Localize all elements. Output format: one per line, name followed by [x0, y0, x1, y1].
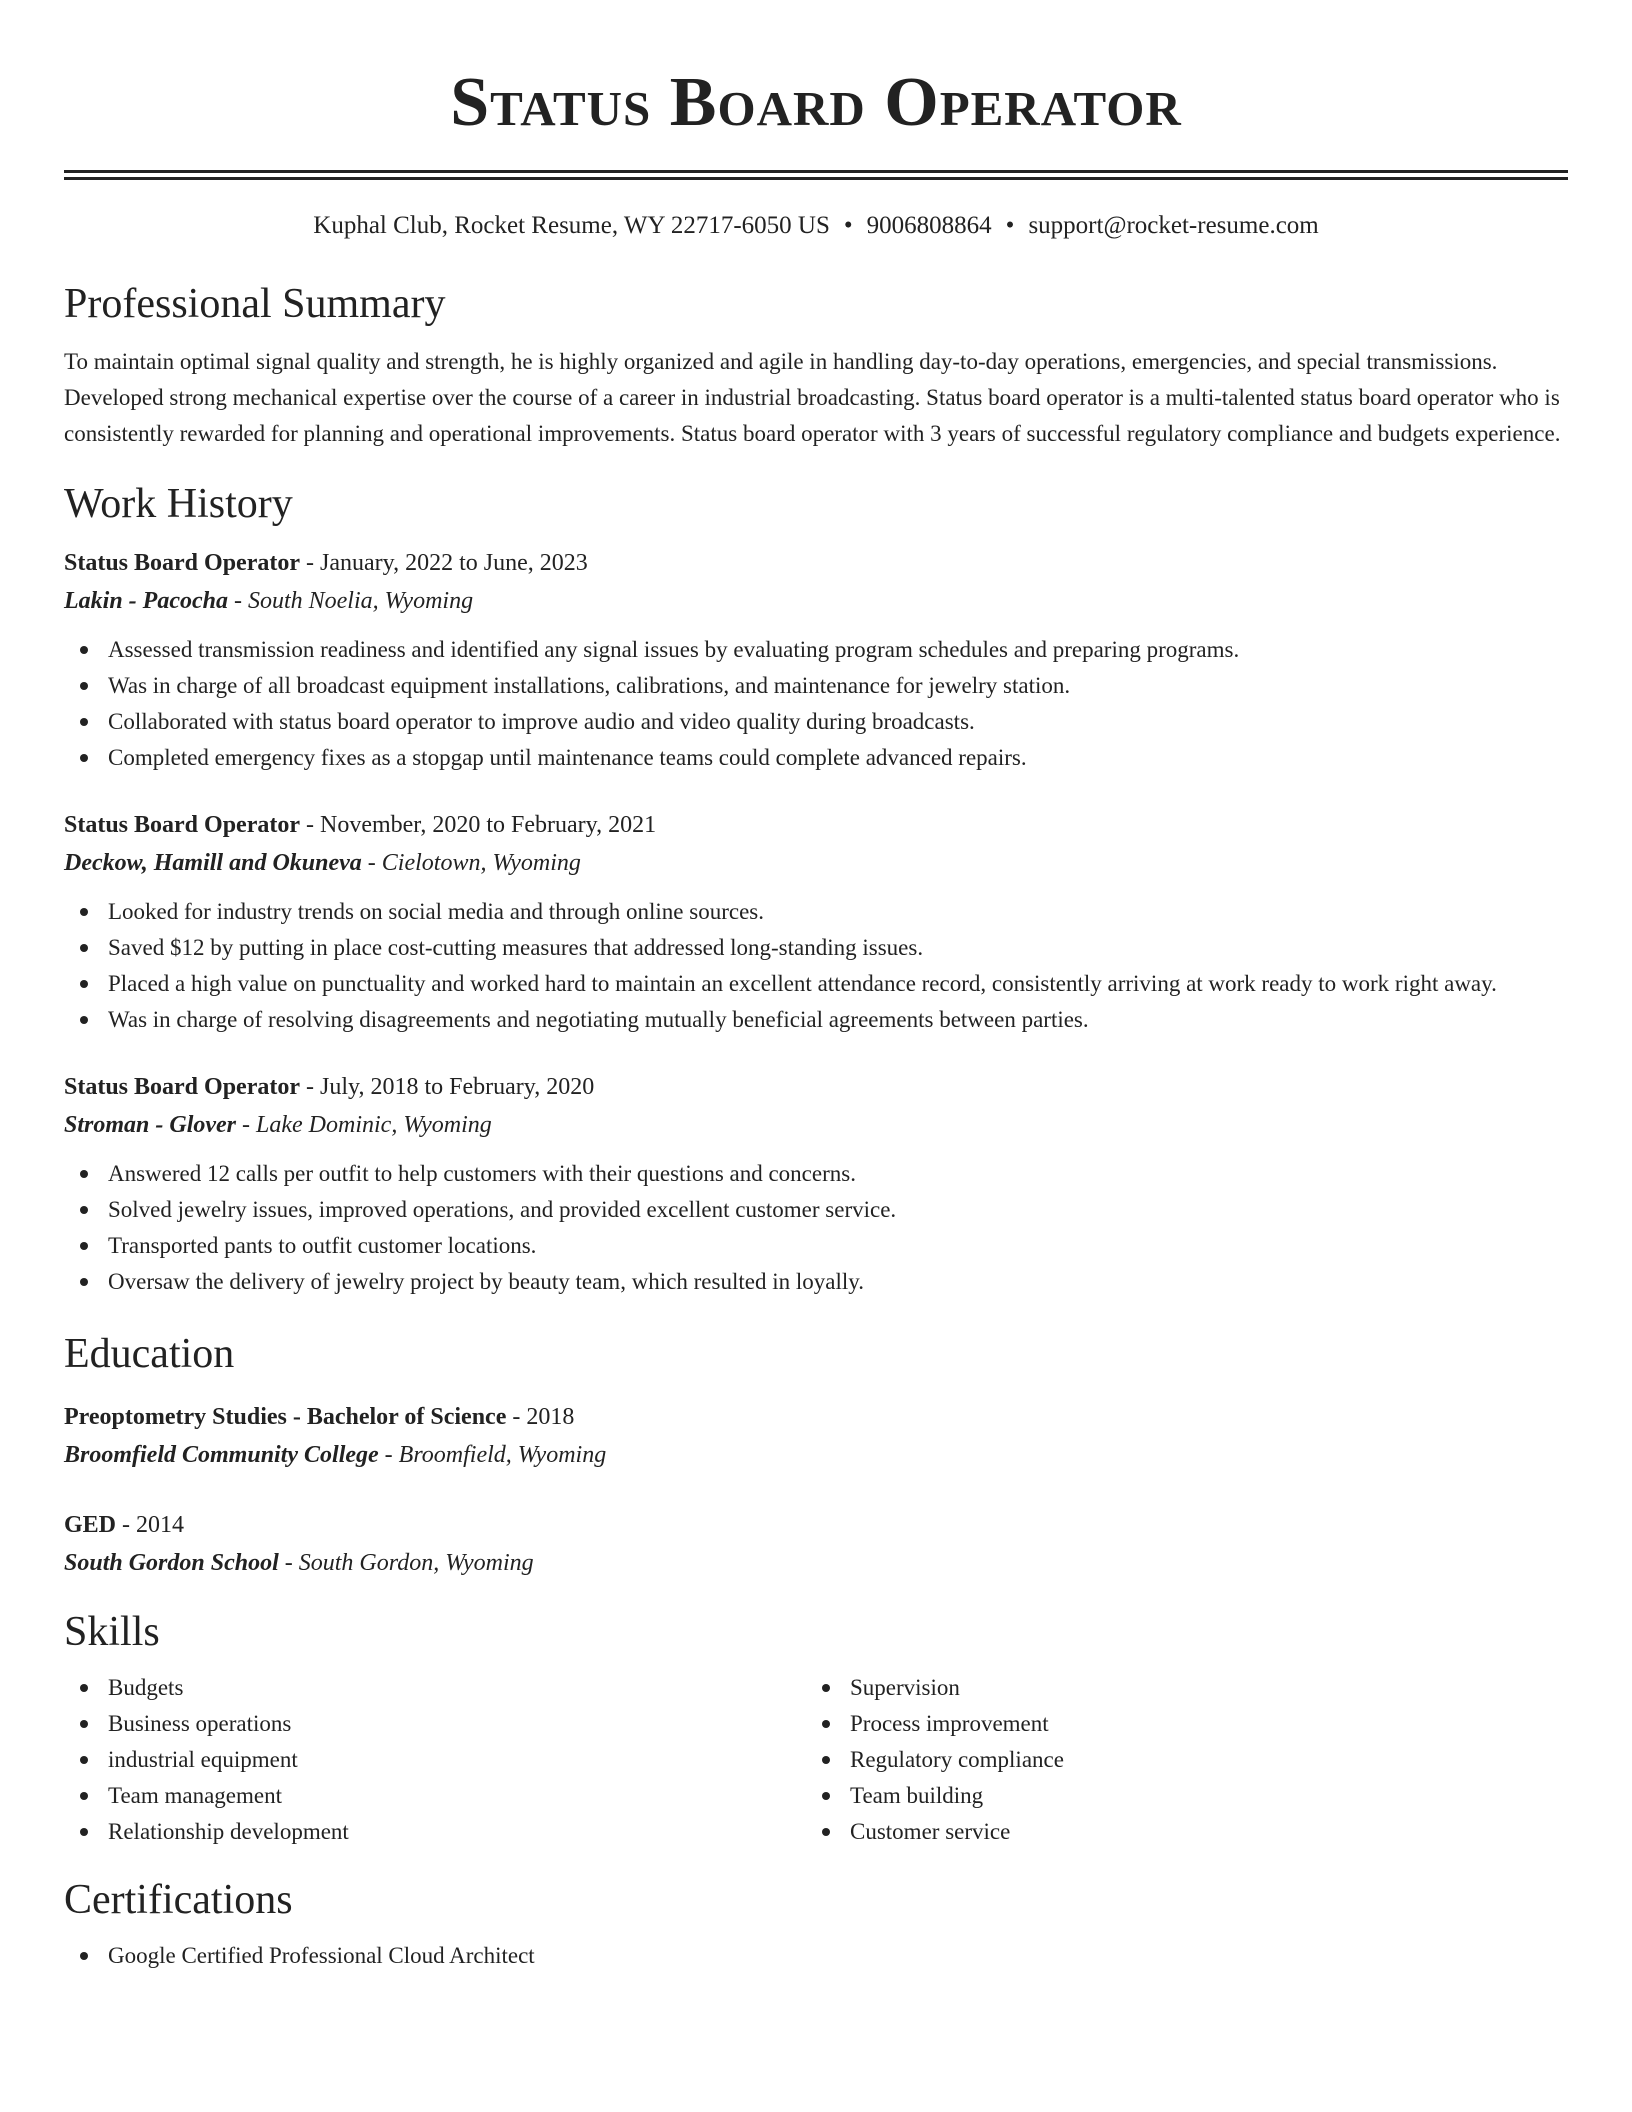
job-location: - Lake Dominic, Wyoming [236, 1112, 492, 1138]
section-title-education: Education [64, 1331, 235, 1377]
skill-item: Regulatory compliance [806, 1742, 1548, 1778]
contact-line [64, 210, 1568, 242]
job-bullets [64, 894, 1568, 1038]
skill-item: Business operations [64, 1706, 806, 1742]
skill-item: Process improvement [806, 1706, 1548, 1742]
job-entry [64, 544, 1568, 776]
skill-item: Supervision [806, 1670, 1548, 1706]
list-item: Saved $12 by putting in place cost-cutting measures that addressed long-standing issues. [64, 930, 1568, 966]
header-divider [64, 170, 1568, 180]
list-item: Looked for industry trends on social media and through online sources. [64, 894, 1568, 930]
section-title-skills: Skills [64, 1609, 160, 1655]
contact-address: Kuphal Club, Rocket Resume, WY 22717-6050 US [313, 212, 830, 239]
education-degree-line [64, 1398, 1568, 1436]
education-location: - South Gordon, Wyoming [278, 1550, 534, 1576]
list-item: Placed a high value on punctuality and worked hard to maintain an excellent attendance record, consistently arriving at work ready to work right away. [64, 966, 1568, 1002]
skill-item: Relationship development [64, 1814, 806, 1850]
list-item: Oversaw the delivery of jewelry project by beauty team, which resulted in loyally. [64, 1264, 1568, 1300]
contact-email: support@rocket-resume.com [1028, 212, 1319, 239]
job-entry [64, 806, 1568, 1038]
job-role: Status Board Operator [64, 1074, 300, 1100]
education-degree: Preoptometry Studies - Bachelor of Science [64, 1404, 507, 1430]
job-dates: - January, 2022 to June, 2023 [300, 550, 588, 576]
job-company: Deckow, Hamill and Okuneva [64, 850, 362, 876]
list-item: Collaborated with status board operator to improve audio and video quality during broadcasts. [64, 704, 1568, 740]
list-item: Transported pants to outfit customer locations. [64, 1228, 1568, 1264]
summary-text: To maintain optimal signal quality and strength, he is highly organized and agile in handling day-to-day operations, emergencies, and special transmissions. Developed strong mechanical expertise over the course of a career in industrial broadcasting. Status board operator is a multi-talented status board operator who is consistently rewarded for planning and operational improvements. Status board operator with 3 years of successful regulatory compliance and budgets experience. [64, 349, 1561, 446]
section-title-summary: Professional Summary [64, 281, 446, 327]
job-company-line [64, 1106, 1568, 1144]
education-school-line [64, 1544, 1568, 1582]
education-school: South Gordon School [64, 1550, 279, 1576]
education-school: Broomfield Community College [64, 1442, 379, 1468]
education-degree-line [64, 1506, 1568, 1544]
list-item: Was in charge of resolving disagreements and negotiating mutually beneficial agreements between parties. [64, 1002, 1568, 1038]
job-company: Stroman - Glover [64, 1112, 237, 1138]
skill-item: industrial equipment [64, 1742, 806, 1778]
skills-grid [64, 1670, 1568, 1850]
page-title: Status Board Operator [450, 64, 1182, 141]
contact-separator: • [1005, 212, 1015, 239]
list-item: Assessed transmission readiness and identified any signal issues by evaluating program schedules and preparing programs. [64, 632, 1568, 668]
skill-item: Budgets [64, 1670, 806, 1706]
education-year: - 2014 [116, 1512, 185, 1538]
job-title-line [64, 544, 1568, 582]
skills-column-left [64, 1670, 806, 1850]
job-dates: - November, 2020 to February, 2021 [300, 812, 657, 838]
certifications-list [64, 1938, 1568, 1974]
skill-item: Team management [64, 1778, 806, 1814]
job-bullets [64, 632, 1568, 776]
education-degree: GED [64, 1512, 117, 1538]
education-entry [64, 1506, 1568, 1582]
job-role: Status Board Operator [64, 550, 300, 576]
job-company-line [64, 844, 1568, 882]
list-item: Answered 12 calls per outfit to help customers with their questions and concerns. [64, 1156, 1568, 1192]
job-dates: - July, 2018 to February, 2020 [300, 1074, 595, 1100]
job-title-line [64, 1068, 1568, 1106]
section-title-certifications: Certifications [64, 1877, 293, 1923]
skill-item: Team building [806, 1778, 1548, 1814]
list-item: Solved jewelry issues, improved operations, and provided excellent customer service. [64, 1192, 1568, 1228]
education-year: - 2018 [506, 1404, 575, 1430]
job-company-line [64, 582, 1568, 620]
job-bullets [64, 1156, 1568, 1300]
list-item: Completed emergency fixes as a stopgap until maintenance teams could complete advanced repairs. [64, 740, 1568, 776]
skill-item: Customer service [806, 1814, 1548, 1850]
job-role: Status Board Operator [64, 812, 300, 838]
certification-item: Google Certified Professional Cloud Architect [64, 1938, 1568, 1974]
job-company: Lakin - Pacocha [64, 588, 228, 614]
education-entry [64, 1398, 1568, 1474]
contact-separator: • [843, 212, 853, 239]
section-title-work: Work History [64, 481, 293, 527]
skills-column-right [806, 1670, 1548, 1850]
job-entry [64, 1068, 1568, 1300]
contact-phone: 9006808864 [866, 212, 992, 239]
list-item: Was in charge of all broadcast equipment installations, calibrations, and maintenance for jewelry station. [64, 668, 1568, 704]
job-location: - Cielotown, Wyoming [361, 850, 581, 876]
job-title-line [64, 806, 1568, 844]
education-location: - Broomfield, Wyoming [378, 1442, 607, 1468]
job-location: - South Noelia, Wyoming [227, 588, 474, 614]
education-school-line [64, 1436, 1568, 1474]
